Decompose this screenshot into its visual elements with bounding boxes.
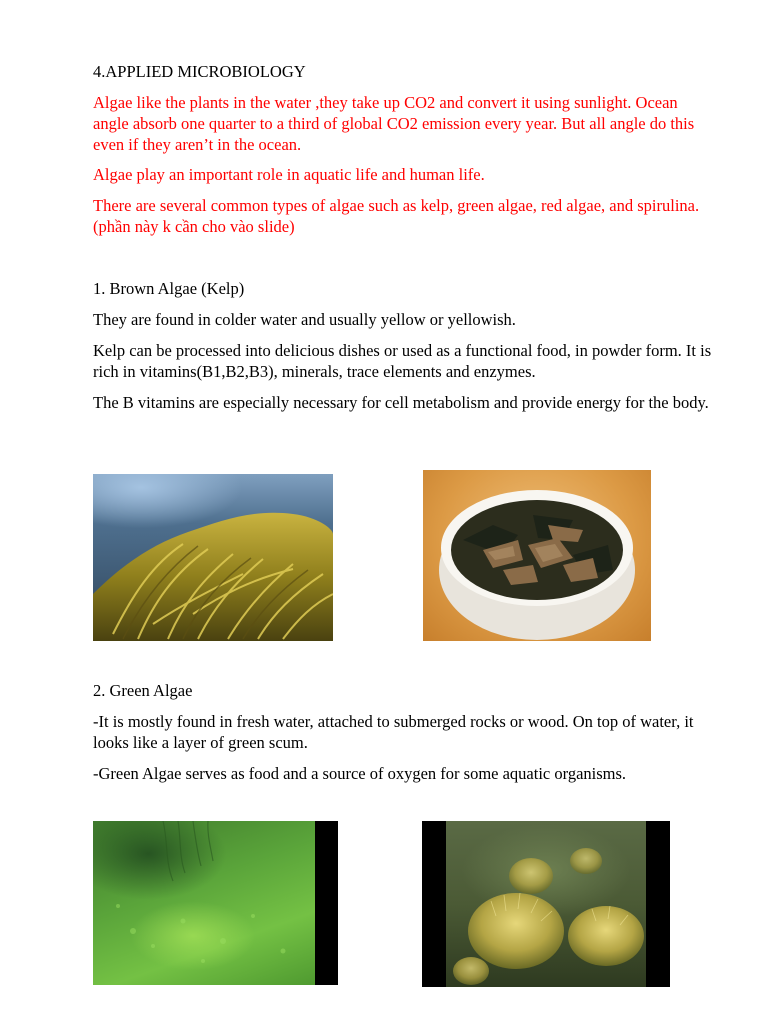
algae-tufts-illustration bbox=[446, 821, 646, 987]
soup-bowl-illustration bbox=[423, 470, 651, 641]
section1-title: 1. Brown Algae (Kelp) bbox=[93, 279, 245, 298]
section1-paragraph-3: The B vitamins are especially necessary for cell metabolism and provide energy for the body. bbox=[93, 393, 709, 412]
section1-paragraph-1: They are found in colder water and usually yellow or yellowish. bbox=[93, 310, 516, 329]
page-heading: 4.APPLIED MICROBIOLOGY bbox=[93, 62, 306, 81]
green-scum-surface bbox=[93, 821, 315, 985]
section1-paragraph-2: Kelp can be processed into delicious dishes or used as a functional food, in powder form. It is rich in vitamins(B1,B2,B3), minerals, trace elements and enzymes. bbox=[93, 341, 712, 381]
section2-title: 2. Green Algae bbox=[93, 681, 193, 700]
green-scum-water-image bbox=[93, 821, 338, 985]
green-algae-tufts-image bbox=[422, 821, 670, 987]
kelp-illustration bbox=[93, 474, 333, 641]
intro-paragraph-3: There are several common types of algae such as kelp, green algae, red algae, and spirulina. (phần này k cần cho vào slide) bbox=[93, 196, 700, 236]
algae-tufts-scene bbox=[446, 821, 646, 987]
section2-paragraph-2: -Green Algae serves as food and a source of oxygen for some aquatic organisms. bbox=[93, 764, 627, 783]
intro-paragraph-1: Algae like the plants in the water ,they take up CO2 and convert it using sunlight. Ocean angle absorb one quarter to a third of global CO2 emission every year. But all angle do this even if they aren’t in the ocean. bbox=[93, 93, 695, 154]
intro-paragraph-2: Algae play an important role in aquatic life and human life. bbox=[93, 165, 485, 184]
section2-paragraph-1: -It is mostly found in fresh water, attached to submerged rocks or wood. On top of water, it looks like a layer of green scum. bbox=[93, 712, 694, 752]
kelp-underwater-image bbox=[93, 474, 333, 641]
kelp-soup-image bbox=[423, 470, 651, 641]
scum-texture bbox=[93, 821, 315, 985]
